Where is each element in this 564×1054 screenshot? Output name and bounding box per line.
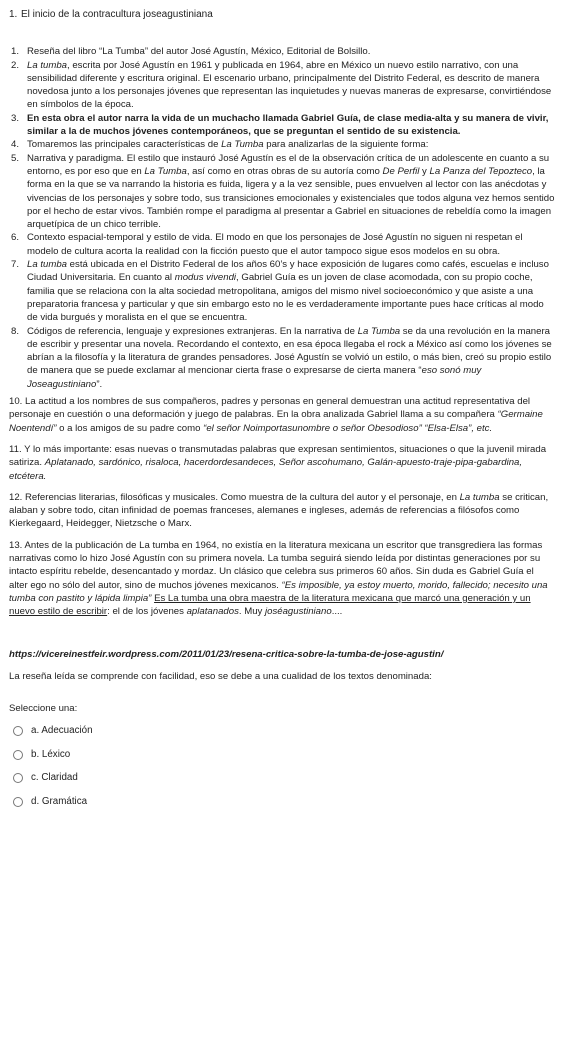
list-item [9,258,555,324]
radio-button[interactable] [13,726,23,736]
review-numbered-list [9,45,555,391]
list-item-text: Códigos de referencia, lenguaje y expresiones extranjeras. En la narrativa de La Tumba se da una revolución en la manera de escribir y presentar una novela. Recordando el contexto, en esa época llegaba el rock a México así como los jóvenes se abrían a la filosofía y la literatura de grandes pensadores. José Agustín se volvió un estilo, o más bien, creó su propio estilo de manera que se puede exclamar al mencionar cierta frase o expresarse de cierta manera “eso sonó muy Joseagustiniano”. [27,325,552,390]
list-item-text: La tumba está ubicada en el Distrito Federal de los años 60’s y hace exposición de lugares como cafés, escuelas e incluso Ciudad Universitaria. En cuanto al modus vivendi, Gabriel Guía es un joven de clase acomodada, con su propio coche, familia que se relaciona con la alta sociedad metropolitana, amigos del mismo nivel socioeconómico y que asiste a una preparatoria francesa y particular y que sin embargo esto no le es verdaderamente importante pues hace críticas al modo de vida burgués y moralista en el que se encuentra. [27,259,549,324]
paragraph-p11: 11. Y lo más importante: esas nuevas o transmutadas palabras que expresan sentimientos, situaciones o que la juvenil mirada satiriza. Aplatanado, sardónico, risaloca, hacerdordesandeces, Señor ascohumano, Galán-apuesto-traje-pipa-gabardina, etcétera. [9,443,547,482]
heading-title: El inicio de la contracultura joseagustiniana [21,9,213,20]
paragraph-p10: 10. La actitud a los nombres de sus compañeros, padres y personas en general demuestran una actitud representativa del personaje en cuestión o una deformación y juego de palabras. En la obra analizada Gabriel llama a su compañera “Germaine Noentendí” o a los amigos de su padre como “el señor Noimportasunombre o señor Obesodioso” “Elsa-Elsa”, etc. [9,396,543,434]
answer-option-label[interactable]: b. Léxico [31,748,71,760]
heading-number: 1. [9,9,18,20]
list-item-text: En esta obra el autor narra la vida de un muchacho llamada Gabriel Guía, de clase media-alta y su manera de vivir, similar a la de muchos jóvenes contemporáneos, que se preguntan el sentido de su existencia. [27,112,549,138]
list-item [9,231,555,258]
list-item [9,152,555,232]
list-item-number: 8. [11,325,20,337]
answer-option[interactable] [13,766,555,790]
source-url: https://vicereinestfeir.wordpress.com/2011/01/23/resena-critica-sobre-la-tumba-de-jose-agustin/ [9,649,444,661]
list-item-number: 2. [11,59,20,71]
list-item [9,138,555,151]
list-item [9,325,555,391]
answer-options [9,719,555,813]
answer-option[interactable] [13,743,555,767]
radio-button[interactable] [13,797,23,807]
list-item-number: 7. [11,259,20,271]
list-item-number: 1. [11,46,20,58]
paragraph-p12: 12. Referencias literarias, filosóficas y musicales. Como muestra de la cultura del autor y el personaje, en La tumba se critican, alaban y sobre todo, citan infinidad de poemas franceses, alemanes e ingleses, además de referencias a filósofos como Kierkegaard, Heidegger, Nietzsche o Marx. [9,491,549,530]
list-item-text: Reseña del libro “La Tumba” del autor José Agustín, México, Editorial de Bolsillo. [27,46,371,58]
answer-option[interactable] [13,719,555,743]
list-item-text: Narrativa y paradigma. El estilo que instauró José Agustín es el de la observación crítica de un adolescente en cuanto a su entorno, es por eso que en La Tumba, así como en otras obras de su autoría como De Perfil y La Panza del Tepozteco, la forma en la que se va narrando la historia es fuida, ligera y a la vez sensible, pues envuelven al lector con las anécdotas y vivencias de los personajes y sobre todo, sus transiciones emocionales y existenciales que todos alguna vez hemos sentido por el hecho de estar vivos. También rompe el paradigma al presentar a Gabriel en situaciones de rebeldía como la imagen arquetípica de un chico terrible. [27,152,555,231]
answer-option-label[interactable]: a. Adecuación [31,725,93,737]
list-item-number: 6. [11,232,20,244]
list-item-text: La tumba, escrita por José Agustín en 1961 y publicada en 1964, abre en México un nuevo estilo narrativo, con una sensibilidad diferente y escritura original. El escenario urbano, principalmente del Distrito Federal, es descrito de manera novedosa junto a los personajes jóvenes que representan las inquietudes y nuevas maneras de expresarse, convirtiéndose en símbolos de la época. [27,59,552,111]
list-item-number: 4. [11,139,20,151]
options-label: Seleccione una: [9,703,78,715]
list-item [9,59,555,112]
answer-option[interactable] [13,790,555,814]
question-text: La reseña leída se comprende con facilidad, eso se debe a una cualidad de los textos denominada: [9,670,432,682]
radio-button[interactable] [13,750,23,760]
answer-option-label[interactable]: d. Gramática [31,795,88,807]
paragraph-p13: 13. Antes de la publicación de La tumba en 1964, no existía en la literatura mexicana un escritor que transgrediera las formas narrativas como lo hizo José Agustín con su primera novela. La tumba seguirá siendo leída por distintas generaciones por su intacto espíritu rebelde, desencantado y mordaz. Un clásico que celebra sus primeros 60 años. Sin duda es Gabriel Guía el alter ego no sólo del autor, sino de muchos jóvenes mexicanos. “Es imposible, ya estoy muerto, morido, fallecido; necesito una tumba con pastito y lápida limpia” Es La tumba una obra maestra de la literatura mexicana que marcó una generación y un nuevo estilo de escribir: el de los jóvenes aplatanados. Muy joséagustiniano.... [9,539,548,618]
list-item-number: 3. [11,112,20,124]
list-item-text: Contexto espacial-temporal y estilo de vida. El modo en que los personajes de José Agustín no siguen ni respetan el modelo de cultura acorta la realidad con la ficción puesto que el autor tampoco sigue esos modelos en su obra. [27,232,523,257]
list-item-number: 5. [11,152,20,164]
review-paragraphs [9,395,555,618]
list-item [9,45,555,58]
section-heading [9,8,555,21]
list-item [9,112,555,139]
answer-option-label[interactable]: c. Claridad [31,772,78,784]
list-item-text: Tomaremos las principales características de La Tumba para analizarlas de la siguiente forma: [27,139,429,151]
radio-button[interactable] [13,773,23,783]
